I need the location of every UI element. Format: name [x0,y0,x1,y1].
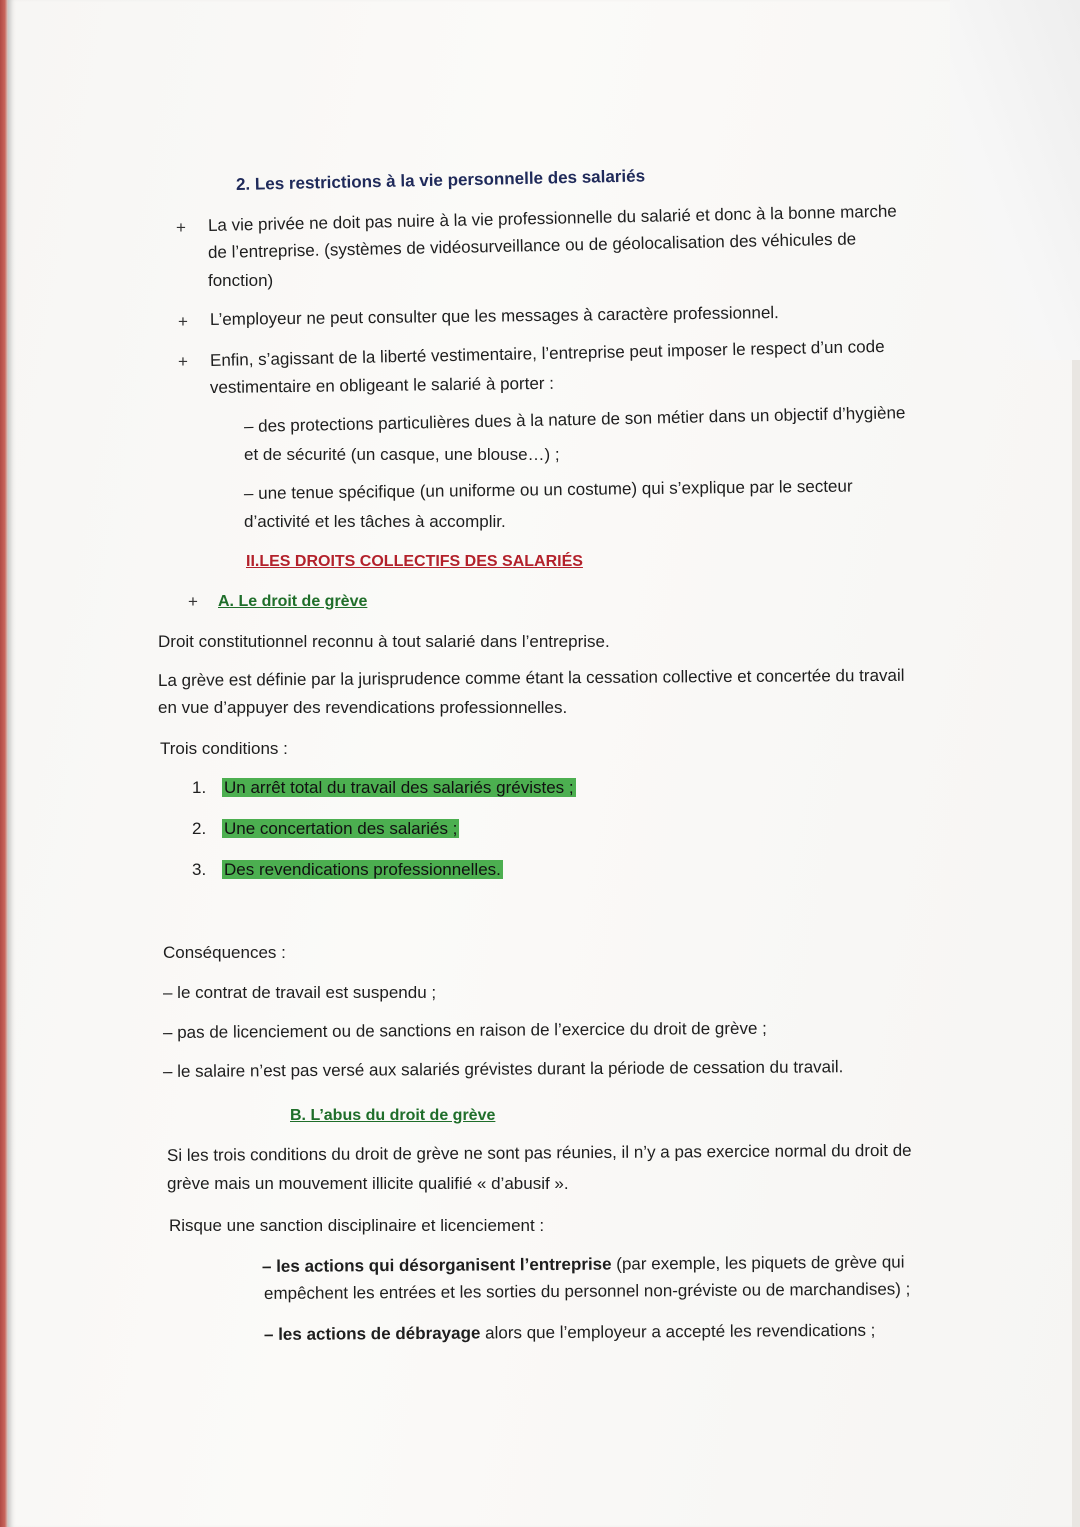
bullet-3-line-2: vestimentaire en obligeant le salarié à porter : [209,373,555,397]
highlighted-text: Une concertation des salariés ; [224,819,458,838]
consequence-item: – le salaire n’est pas versé aux salariés grévistes durant la période de cessation du travail. [162,1057,844,1081]
risk-item-1-rest: (par exemple, les piquets de grève qui [611,1252,905,1274]
plus-bullet-icon: + [178,352,188,371]
risk-item-2-bold: – les actions de débrayage [263,1323,481,1344]
highlighted-text: Un arrêt total du travail des salariés grévistes ; [224,778,574,797]
section-b-title: B. L’abus du droit de grève [290,1107,496,1124]
part-2-title: II.LES DROITS COLLECTIFS DES SALARIÉS [246,553,583,570]
condition-item [222,857,503,883]
consequence-item: – le contrat de travail est suspendu ; [163,983,437,1002]
risk-item-2-rest: alors que l’employeur a accepté les revendications ; [480,1320,876,1343]
bullet-1-line-2: de l’entreprise. (systèmes de vidéosurveillance ou de géolocalisation des véhicules de [207,229,857,262]
consequences-label: Conséquences : [163,943,286,962]
bullet-1-line-3: fonction) [208,271,274,290]
dash-item-2-line-1: – une tenue spécifique (un uniforme ou un costume) qui s’explique par le secteur [243,476,853,503]
highlighted-text: Des revendications professionnelles. [224,860,501,879]
section-2-title: 2. Les restrictions à la vie personnelle des salariés [235,166,646,194]
dash-item-1-line-2: et de sécurité (un casque, une blouse…) ; [244,445,560,464]
risk-item-2 [264,1318,876,1348]
dash-item-2-line-2: d’activité et les tâches à accomplir. [244,512,506,531]
condition-number: 2. [192,819,207,838]
risk-label: Risque une sanction disciplinaire et licenciement : [169,1216,545,1235]
bullet-1-line-1: La vie privée ne doit pas nuire à la vie professionnelle du salarié et donc à la bonne marche [207,201,897,235]
section-a-paragraph-1: Droit constitutionnel reconnu à tout salarié dans l’entreprise. [158,632,610,651]
dash-item-1-line-1: – des protections particulières dues à la nature de son métier dans un objectif d’hygiène [243,403,906,436]
consequence-item: – pas de licenciement ou de sanctions en raison de l’exercice du droit de grève ; [162,1018,767,1042]
section-b-paragraph-line-1: Si les trois conditions du droit de grève ne sont pas réunies, il n’y a pas exercice normal du droit de [166,1140,912,1165]
condition-number: 1. [192,778,207,797]
risk-item-1-line-1 [262,1250,905,1280]
bullet-2: L’employeur ne peut consulter que les messages à caractère professionnel. [209,303,779,329]
plus-bullet-icon: + [176,218,186,237]
condition-item [222,816,459,842]
section-a-paragraph-2-line-2: en vue d’appuyer des revendications professionnelles. [158,698,568,717]
section-a-title: A. Le droit de grève [218,593,368,610]
risk-item-1-bold: – les actions qui désorganisent l’entreprise [261,1254,612,1276]
conditions-label: Trois conditions : [160,739,288,758]
condition-number: 3. [192,860,207,879]
plus-bullet-icon: + [188,592,198,611]
bullet-3-line-1: Enfin, s’agissant de la liberté vestimentaire, l’entreprise peut imposer le respect d’un code [209,336,885,370]
condition-item [222,775,576,801]
section-a-paragraph-2-line-1: La grève est définie par la jurisprudence comme étant la cessation collective et concertée du travail [157,665,905,690]
risk-item-1-line-2: empêchent les entrées et les sorties du personnel non-gréviste ou de marchandises) ; [263,1279,911,1303]
section-b-paragraph-line-2: grève mais un mouvement illicite qualifié « d’abusif ». [167,1174,569,1193]
plus-bullet-icon: + [178,312,188,331]
